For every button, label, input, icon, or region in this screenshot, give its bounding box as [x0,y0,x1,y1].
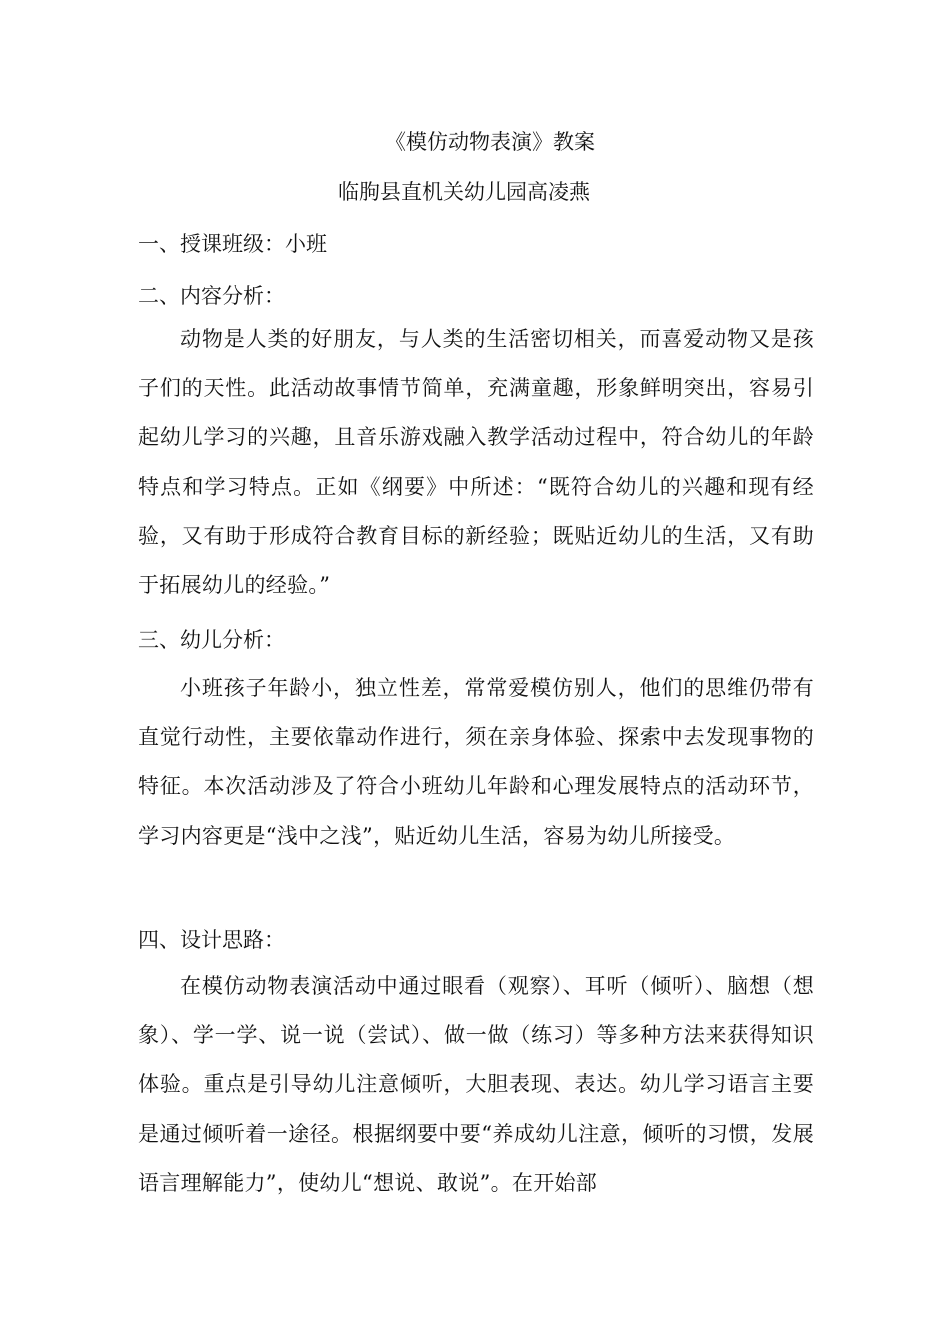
author-line: 临朐县直机关幼儿园高凌燕 [338,180,590,204]
paragraph-content-analysis: 动物是人类的好朋友，与人类的生活密切相关，而喜爱动物又是孩子们的天性。此活动故事情节简单，充满童趣，形象鲜明突出，容易引起幼儿学习的兴趣，且音乐游戏融入教学活动过程中，符合幼儿的年龄特点和学习特点。正如《纲要》中所述：“既符合幼儿的兴趣和现有经验，又有助于形成符合教育目标的新经验；既贴近幼儿的生活，又有助于拓展幼儿的经验。” [138,327,814,598]
section-heading-class: 一、授课班级：小班 [138,232,327,256]
section-heading-design-idea: 四、设计思路： [138,928,285,952]
paragraph-child-analysis: 小班孩子年龄小，独立性差，常常爱模仿别人，他们的思维仍带有直觉行动性，主要依靠动作进行，须在亲身体验、探索中去发现事物的特征。本次活动涉及了符合小班幼儿年龄和心理发展特点的活动环节，学习内容更是“浅中之浅”，贴近幼儿生活，容易为幼儿所接受。 [138,676,814,848]
document-title: 《模仿动物表演》教案 [385,130,595,154]
section-heading-content-analysis: 二、内容分析： [138,284,285,308]
section-heading-child-analysis: 三、幼儿分析： [138,628,285,652]
paragraph-design-idea: 在模仿动物表演活动中通过眼看（观察）、耳听（倾听）、脑想（想象）、学一学、说一说（尝试）、做一做（练习）等多种方法来获得知识体验。重点是引导幼儿注意倾听，大胆表现、表达。幼儿学习语言主要是通过倾听着一途径。根据纲要中要“养成幼儿注意，倾听的习惯，发展语言理解能力”，使幼儿“想说、敢说”。在开始部 [138,974,814,1195]
